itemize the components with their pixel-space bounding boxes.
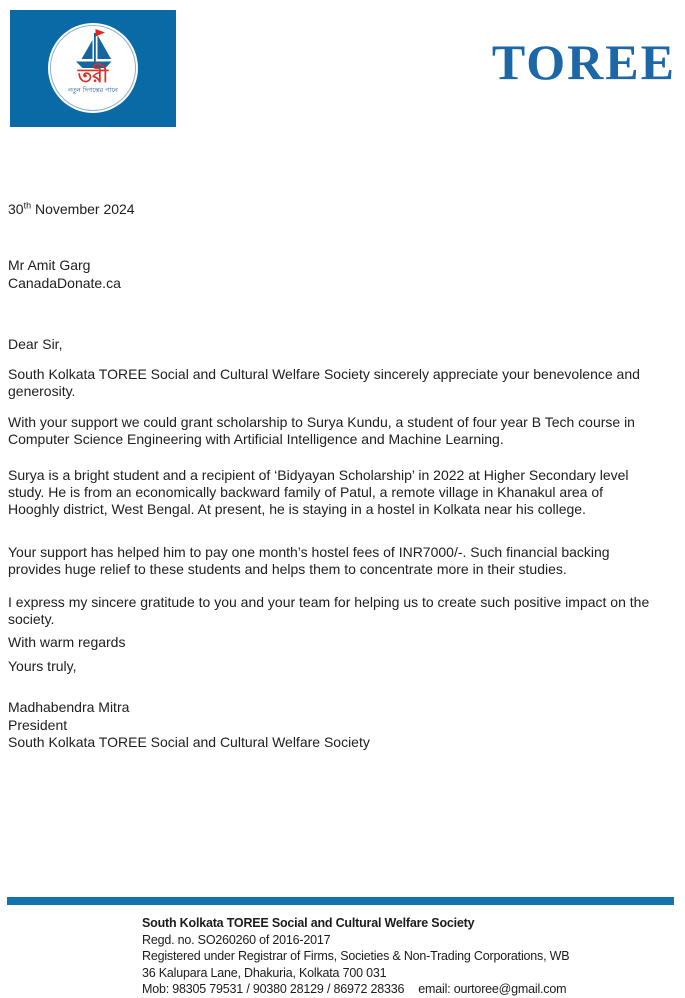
footer-block [142,915,569,998]
paragraph-2 [8,414,635,448]
footer-regd-no: Regd. no. SO260260 of 2016-2017 [142,932,331,947]
recipient-name: Mr Amit Garg [8,257,91,273]
logo-tagline: নতুন দিগন্তের পানে [68,86,118,94]
paragraph-line: Hooghly district, West Bengal. At present, he is staying in a hostel in Kolkata near his college. [8,501,586,517]
signature-block [8,699,370,752]
paragraph-line: Your support has helped him to pay one month’s hostel fees of INR7000/-. Such financial backing [8,544,610,560]
signatory-org: South Kolkata TOREE Social and Cultural Welfare Society [8,734,370,750]
footer-registration: Registered under Registrar of Firms, Societies & Non-Trading Corporations, WB [142,949,570,964]
signatory-name: Madhabendra Mitra [8,699,130,715]
recipient-block [8,256,121,292]
closing-regards: With warm regards [8,634,126,650]
paragraph-line: Surya is a bright student and a recipient of ‘Bidyayan Scholarship’ in 2022 at Higher Secondary level [8,467,629,483]
sailboat-icon [70,28,116,69]
footer-org-name: South Kolkata TOREE Social and Cultural Welfare Society [142,916,475,930]
paragraph-line: I express my sincere gratitude to you and your team for helping us to create such positive impact on the [8,594,650,610]
salutation: Dear Sir, [8,336,63,352]
footer-mobile: Mob: 98305 79531 / 90380 28129 / 86972 28336 [142,982,405,997]
logo-bengali-name: তরী [77,65,109,87]
paragraph-line: society. [8,611,55,627]
paragraph-1 [8,366,640,400]
paragraph-line: South Kolkata TOREE Social and Cultural Welfare Society sincerely appreciate your benevolence and [8,366,640,382]
date-rest: November 2024 [31,201,135,217]
paragraph-line: With your support we could grant scholarship to Surya Kundu, a student of four year B Tech course in [8,414,635,430]
recipient-org: CanadaDonate.ca [8,275,121,291]
paragraph-line: provides huge relief to these students and helps them to concentrate more in their studies. [8,561,567,577]
brand-wordmark: TOREE [491,34,676,90]
footer-contact [142,981,569,998]
letter-date [8,201,135,218]
paragraph-5 [8,594,649,628]
paragraph-line: study. He is from an economically backward family of Patul, a remote village in Khanakul area of [8,484,604,500]
date-day: 30 [8,201,24,217]
footer-rule [7,897,674,905]
paragraph-4 [8,544,610,578]
org-logo [10,10,176,127]
paragraph-line: generosity. [8,383,76,399]
date-ordinal-suffix: th [23,200,32,211]
paragraph-3 [8,467,629,518]
footer-email: email: ourtoree@gmail.com [418,982,567,997]
closing-yours-truly: Yours truly, [8,658,77,674]
signatory-title: President [8,716,68,733]
paragraph-line: Computer Science Engineering with Artificial Intelligence and Machine Learning. [8,431,504,447]
footer-address: 36 Kalupara Lane, Dhakuria, Kolkata 700 031 [142,965,387,980]
logo-circle [48,23,138,113]
